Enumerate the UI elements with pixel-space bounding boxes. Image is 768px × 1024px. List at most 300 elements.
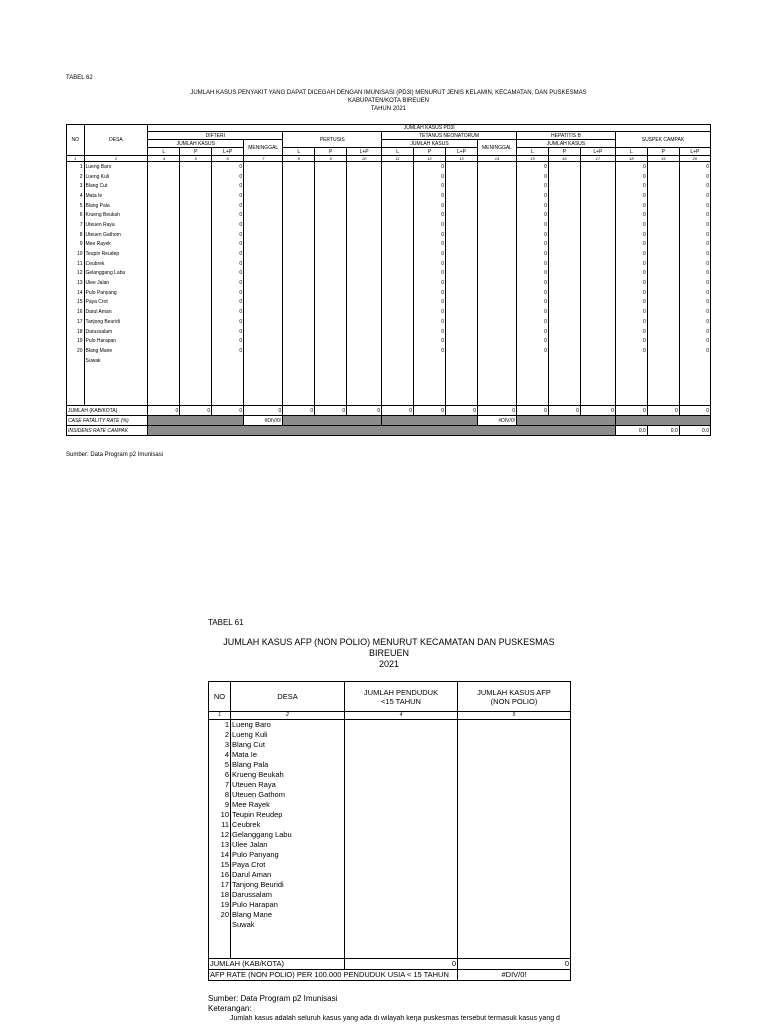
row-cell bbox=[315, 172, 347, 182]
row-cell bbox=[382, 230, 414, 240]
row-cell bbox=[548, 336, 580, 346]
row-lp-value: 0 bbox=[414, 336, 446, 346]
row-penduduk bbox=[345, 720, 458, 731]
header-campak: SUSPEK CAMPAK bbox=[615, 132, 710, 148]
row-cell bbox=[347, 336, 382, 346]
row-no: 10 bbox=[209, 810, 231, 820]
row-cell bbox=[244, 327, 283, 337]
row-lp-value: 0 bbox=[517, 269, 549, 279]
row-cell bbox=[382, 220, 414, 230]
row-cell bbox=[548, 327, 580, 337]
row-cell bbox=[148, 307, 180, 317]
row-penduduk bbox=[345, 880, 458, 890]
row-cell bbox=[382, 317, 414, 327]
row-cell bbox=[477, 356, 516, 366]
row-cell bbox=[382, 298, 414, 308]
row-desa: Uteuen Raya bbox=[84, 220, 148, 230]
row-lp-value: 0 bbox=[212, 201, 244, 211]
row-lp-value: 0 bbox=[679, 162, 710, 172]
row-cell bbox=[548, 365, 580, 406]
row-desa: Mee Rayek bbox=[231, 800, 345, 810]
table-row bbox=[209, 730, 571, 740]
row-cell bbox=[180, 317, 212, 327]
table-row bbox=[67, 201, 711, 211]
row-cell bbox=[315, 307, 347, 317]
table-row bbox=[67, 346, 711, 356]
table-row bbox=[67, 278, 711, 288]
row-cell bbox=[580, 336, 615, 346]
row-penduduk bbox=[345, 850, 458, 860]
row-cell bbox=[315, 220, 347, 230]
row-cell bbox=[84, 365, 148, 406]
row-afp bbox=[458, 880, 571, 890]
row-cell bbox=[647, 191, 679, 201]
row-cell bbox=[647, 220, 679, 230]
header-pd3i-group: JUMLAH KASUS PD3I bbox=[148, 125, 711, 132]
row-desa: Mata Ie bbox=[84, 191, 148, 201]
keterangan-label: Keterangan: bbox=[208, 1004, 252, 1013]
total-value: 0 bbox=[548, 406, 580, 416]
row-lp-value: 0 bbox=[615, 230, 647, 240]
table-row bbox=[209, 770, 571, 780]
row-cell bbox=[180, 191, 212, 201]
row-cell bbox=[477, 298, 516, 308]
row-cell bbox=[244, 172, 283, 182]
row-desa: Suwak bbox=[84, 356, 148, 366]
header-difteri-p: P bbox=[180, 148, 212, 156]
row-cell bbox=[477, 230, 516, 240]
row-lp-value: 0 bbox=[414, 201, 446, 211]
cfr-grey-cell bbox=[382, 416, 478, 426]
table-row bbox=[67, 327, 711, 337]
row-cell bbox=[283, 317, 315, 327]
column-index: 18 bbox=[615, 156, 647, 162]
row-desa: Blang Pala bbox=[84, 201, 148, 211]
column-index: 4 bbox=[345, 712, 458, 720]
header-difteri-lp: L+P bbox=[212, 148, 244, 156]
header-campak-lp: L+P bbox=[679, 148, 710, 156]
row-no: 1 bbox=[209, 720, 231, 731]
row-cell bbox=[477, 210, 516, 220]
header-hepatitis: HEPATITIS B bbox=[517, 132, 616, 140]
row-cell bbox=[315, 259, 347, 269]
cfr-grey-cell bbox=[615, 416, 710, 426]
row-cell bbox=[548, 201, 580, 211]
header-pertusis-lp: L+P bbox=[347, 148, 382, 156]
row-desa: Tanjong Beuridi bbox=[84, 317, 148, 327]
row-lp-value: 0 bbox=[517, 346, 549, 356]
row-no: 5 bbox=[67, 201, 85, 211]
row-cell bbox=[148, 288, 180, 298]
row-cell bbox=[180, 259, 212, 269]
row-cell bbox=[382, 278, 414, 288]
total-value: 0 bbox=[315, 406, 347, 416]
cfr-label: CASE FATALITY RATE (%) bbox=[67, 416, 148, 426]
table-row bbox=[67, 317, 711, 327]
row-lp-value: 0 bbox=[414, 240, 446, 250]
table-row bbox=[209, 870, 571, 880]
row-cell bbox=[283, 172, 315, 182]
row-cell bbox=[477, 201, 516, 211]
row-cell bbox=[477, 346, 516, 356]
row-cell bbox=[382, 336, 414, 346]
row-desa: Krueng Beukah bbox=[231, 770, 345, 780]
row-cell bbox=[477, 317, 516, 327]
total-value: 0 bbox=[148, 406, 180, 416]
column-index: 1 bbox=[209, 712, 231, 720]
row-desa: Darussalam bbox=[231, 890, 345, 900]
row-cell bbox=[580, 317, 615, 327]
row-cell bbox=[244, 162, 283, 172]
row-lp-value: 0 bbox=[679, 191, 710, 201]
table-row bbox=[209, 810, 571, 820]
row-no: 10 bbox=[67, 249, 85, 259]
column-index: 6 bbox=[212, 156, 244, 162]
row-cell bbox=[445, 365, 477, 406]
row-desa: Tanjong Beuridi bbox=[231, 880, 345, 890]
row-lp-value: 0 bbox=[212, 162, 244, 172]
row-cell bbox=[477, 259, 516, 269]
row-cell bbox=[548, 288, 580, 298]
table61-title: JUMLAH KASUS AFP (NON POLIO) MENURUT KECAMATAN DAN PUSKESMAS bbox=[223, 637, 555, 647]
row-no: 14 bbox=[67, 288, 85, 298]
row-cell bbox=[244, 269, 283, 279]
row-cell bbox=[148, 201, 180, 211]
row-cell bbox=[580, 249, 615, 259]
row-cell bbox=[445, 278, 477, 288]
header-difteri: DIFTERI bbox=[148, 132, 283, 140]
row-no: 13 bbox=[67, 278, 85, 288]
row-lp-value: 0 bbox=[615, 162, 647, 172]
row-desa: Darussalam bbox=[84, 327, 148, 337]
row-lp-value: 0 bbox=[517, 210, 549, 220]
row-desa: Blang Cut bbox=[84, 181, 148, 191]
cfr-grey-cell bbox=[148, 416, 244, 426]
row-lp-value: 0 bbox=[414, 298, 446, 308]
row-cell bbox=[445, 298, 477, 308]
cfr-difteri-value: #DIV/0! bbox=[244, 416, 283, 426]
row-penduduk bbox=[345, 800, 458, 810]
row-lp-value: 0 bbox=[615, 298, 647, 308]
row-cell bbox=[580, 259, 615, 269]
row-lp-value: 0 bbox=[212, 298, 244, 308]
row-desa: Paya Crot bbox=[231, 860, 345, 870]
row-cell bbox=[414, 365, 446, 406]
row-no: 12 bbox=[67, 269, 85, 279]
row-cell bbox=[477, 191, 516, 201]
row-no: 9 bbox=[209, 800, 231, 810]
row-cell bbox=[347, 317, 382, 327]
row-lp-value: 0 bbox=[615, 317, 647, 327]
row-cell bbox=[244, 346, 283, 356]
row-lp-value: 0 bbox=[615, 307, 647, 317]
row-cell bbox=[209, 930, 231, 959]
row-lp-value: 0 bbox=[679, 210, 710, 220]
table-filler-row bbox=[209, 930, 571, 959]
row-cell bbox=[283, 288, 315, 298]
row-lp-value: 0 bbox=[414, 307, 446, 317]
row-cell bbox=[445, 210, 477, 220]
column-index: 10 bbox=[347, 156, 382, 162]
total-value: 0 bbox=[414, 406, 446, 416]
row-cell bbox=[347, 201, 382, 211]
row-lp-value: 0 bbox=[517, 240, 549, 250]
table-row bbox=[67, 307, 711, 317]
row-desa: Lueng Baro bbox=[84, 162, 148, 172]
row-no: 4 bbox=[67, 191, 85, 201]
row-cell bbox=[347, 181, 382, 191]
row-no: 15 bbox=[67, 298, 85, 308]
row-cell bbox=[148, 298, 180, 308]
row-cell bbox=[548, 172, 580, 182]
row-cell bbox=[445, 336, 477, 346]
row-cell bbox=[477, 220, 516, 230]
header-campak-l: L bbox=[615, 148, 647, 156]
row-desa: Pulo Panyang bbox=[84, 288, 148, 298]
row-lp-value: 0 bbox=[212, 259, 244, 269]
row-cell bbox=[283, 191, 315, 201]
row-cell bbox=[148, 269, 180, 279]
row-no: 16 bbox=[209, 870, 231, 880]
row-cell bbox=[180, 220, 212, 230]
row-no: 12 bbox=[209, 830, 231, 840]
row-cell bbox=[580, 346, 615, 356]
row-cell bbox=[647, 307, 679, 317]
row-cell bbox=[244, 191, 283, 201]
row-no: 14 bbox=[209, 850, 231, 860]
row-cell bbox=[580, 201, 615, 211]
row-lp-value: 0 bbox=[414, 181, 446, 191]
row-penduduk bbox=[345, 890, 458, 900]
row-cell bbox=[445, 191, 477, 201]
column-index: 8 bbox=[283, 156, 315, 162]
row-cell bbox=[445, 181, 477, 191]
column-index: 7 bbox=[244, 156, 283, 162]
row-lp-value: 0 bbox=[414, 162, 446, 172]
table62-year: TAHUN 2021 bbox=[370, 106, 407, 112]
row-no: 8 bbox=[209, 790, 231, 800]
row-cell bbox=[347, 269, 382, 279]
row-cell bbox=[180, 181, 212, 191]
column-index: 5 bbox=[180, 156, 212, 162]
row-cell bbox=[477, 288, 516, 298]
row-cell bbox=[445, 288, 477, 298]
row-cell bbox=[445, 269, 477, 279]
row-cell bbox=[347, 220, 382, 230]
row-cell bbox=[315, 201, 347, 211]
table61-source: Sumber: Data Program p2 Imunisasi bbox=[208, 994, 338, 1003]
row-cell bbox=[548, 191, 580, 201]
row-afp bbox=[458, 800, 571, 810]
row-afp bbox=[458, 920, 571, 930]
row-cell bbox=[148, 356, 180, 366]
table61-year: 2021 bbox=[378, 659, 400, 669]
table-row bbox=[209, 900, 571, 910]
table-row bbox=[209, 780, 571, 790]
row-cell bbox=[347, 278, 382, 288]
row-lp-value: 0 bbox=[212, 230, 244, 240]
row-cell bbox=[347, 356, 382, 366]
table-row bbox=[67, 336, 711, 346]
row-cell bbox=[445, 317, 477, 327]
row-cell bbox=[148, 172, 180, 182]
table-row bbox=[67, 269, 711, 279]
column-index: 2 bbox=[84, 156, 148, 162]
row-penduduk bbox=[345, 780, 458, 790]
row-no: 18 bbox=[209, 890, 231, 900]
row-cell bbox=[548, 249, 580, 259]
row-lp-value: 0 bbox=[212, 346, 244, 356]
row-afp bbox=[458, 720, 571, 731]
total-value: 0 bbox=[615, 406, 647, 416]
row-cell bbox=[347, 210, 382, 220]
row-desa: Blang Mane bbox=[84, 346, 148, 356]
row-desa: Krueng Beukah bbox=[84, 210, 148, 220]
table-row bbox=[209, 860, 571, 870]
row-cell bbox=[244, 240, 283, 250]
row-cell bbox=[580, 172, 615, 182]
row-cell bbox=[148, 259, 180, 269]
row-cell bbox=[647, 356, 679, 366]
row-lp-value: 0 bbox=[517, 278, 549, 288]
row-cell bbox=[647, 288, 679, 298]
row-cell bbox=[315, 278, 347, 288]
table-row bbox=[209, 920, 571, 930]
row-cell bbox=[148, 327, 180, 337]
row-no: 7 bbox=[67, 220, 85, 230]
row-cell bbox=[580, 327, 615, 337]
row-cell bbox=[148, 249, 180, 259]
column-index: 1 bbox=[67, 156, 85, 162]
row-lp-value: 0 bbox=[615, 181, 647, 191]
row-cell bbox=[477, 269, 516, 279]
table-row bbox=[67, 249, 711, 259]
row-lp-value: 0 bbox=[615, 288, 647, 298]
table-row bbox=[209, 820, 571, 830]
row-cell bbox=[445, 172, 477, 182]
row-lp-value: 0 bbox=[414, 278, 446, 288]
row-cell bbox=[647, 240, 679, 250]
table61-label: TABEL 61 bbox=[208, 618, 244, 627]
column-index: 11 bbox=[382, 156, 414, 162]
row-lp-value: 0 bbox=[517, 259, 549, 269]
row-cell bbox=[347, 346, 382, 356]
header-desa: DESA bbox=[84, 125, 148, 156]
row-desa: Ceubrek bbox=[84, 259, 148, 269]
table-row bbox=[209, 800, 571, 810]
table-row bbox=[209, 720, 571, 731]
table62-title: JUMLAH KASUS PENYAKIT YANG DAPAT DICEGAH DENGAN IMUNISASI (PD3I) MENURUT JENIS KELAMIN, KECAMATAN, DAN PUSKESMAS bbox=[190, 90, 587, 96]
row-cell bbox=[548, 307, 580, 317]
row-cell bbox=[244, 210, 283, 220]
row-cell bbox=[180, 288, 212, 298]
total-value: 0 bbox=[382, 406, 414, 416]
row-afp bbox=[458, 900, 571, 910]
row-cell bbox=[244, 356, 283, 366]
row-afp bbox=[458, 870, 571, 880]
row-cell bbox=[244, 288, 283, 298]
row-cell bbox=[315, 346, 347, 356]
row-cell bbox=[244, 298, 283, 308]
row-lp-value: 0 bbox=[679, 249, 710, 259]
row-cell bbox=[647, 230, 679, 240]
row-cell bbox=[382, 181, 414, 191]
row-lp-value: 0 bbox=[679, 220, 710, 230]
row-cell bbox=[180, 278, 212, 288]
row-penduduk bbox=[345, 750, 458, 760]
row-lp-value: 0 bbox=[679, 307, 710, 317]
row-cell bbox=[283, 162, 315, 172]
row-lp-value: 0 bbox=[517, 288, 549, 298]
row-desa: Ulee Jalan bbox=[231, 840, 345, 850]
row-afp bbox=[458, 890, 571, 900]
row-cell bbox=[647, 336, 679, 346]
column-index: 15 bbox=[517, 156, 549, 162]
row-penduduk bbox=[345, 820, 458, 830]
row-cell bbox=[548, 181, 580, 191]
row-cell bbox=[382, 356, 414, 366]
row-desa: Uteuen Raya bbox=[231, 780, 345, 790]
table-row bbox=[209, 740, 571, 750]
row-afp bbox=[458, 750, 571, 760]
row-no: 17 bbox=[67, 317, 85, 327]
incidence-label: INSIDENS RATE CAMPAK bbox=[67, 426, 148, 436]
column-index: 13 bbox=[445, 156, 477, 162]
row-cell bbox=[67, 365, 85, 406]
row-lp-value: 0 bbox=[679, 201, 710, 211]
row-afp bbox=[458, 770, 571, 780]
row-cell bbox=[283, 336, 315, 346]
row-cell bbox=[244, 181, 283, 191]
row-cell bbox=[347, 249, 382, 259]
table-row bbox=[67, 181, 711, 191]
row-cell bbox=[148, 365, 180, 406]
row-desa: Pulo Harapan bbox=[231, 900, 345, 910]
row-cell bbox=[148, 191, 180, 201]
row-cell bbox=[315, 162, 347, 172]
row-no: 3 bbox=[209, 740, 231, 750]
row-cell bbox=[347, 230, 382, 240]
row-cell bbox=[283, 307, 315, 317]
row-cell bbox=[580, 191, 615, 201]
row-no bbox=[67, 356, 85, 366]
row-lp-value: 0 bbox=[414, 230, 446, 240]
row-cell bbox=[315, 288, 347, 298]
afp-rate-label: AFP RATE (NON POLIO) PER 100.000 PENDUDUK USIA < 15 TAHUN bbox=[209, 970, 458, 981]
table-row bbox=[67, 191, 711, 201]
row-lp-value: 0 bbox=[615, 327, 647, 337]
row-desa: Gelanggang Labu bbox=[84, 269, 148, 279]
row-lp-value: 0 bbox=[517, 201, 549, 211]
row-cell bbox=[283, 365, 315, 406]
row-afp bbox=[458, 910, 571, 920]
row-penduduk bbox=[345, 900, 458, 910]
row-lp-value: 0 bbox=[517, 230, 549, 240]
row-cell bbox=[347, 365, 382, 406]
row-cell bbox=[580, 269, 615, 279]
header-afp: JUMLAH KASUS AFP (NON POLIO) bbox=[458, 682, 571, 712]
row-cell bbox=[647, 259, 679, 269]
row-cell bbox=[315, 298, 347, 308]
row-cell bbox=[580, 278, 615, 288]
row-desa: Uteuen Gathom bbox=[84, 230, 148, 240]
table-row bbox=[67, 259, 711, 269]
row-cell bbox=[148, 230, 180, 240]
total-value: 0 bbox=[180, 406, 212, 416]
header-no: NO bbox=[209, 682, 231, 712]
row-cell bbox=[315, 230, 347, 240]
column-index: 20 bbox=[679, 156, 710, 162]
